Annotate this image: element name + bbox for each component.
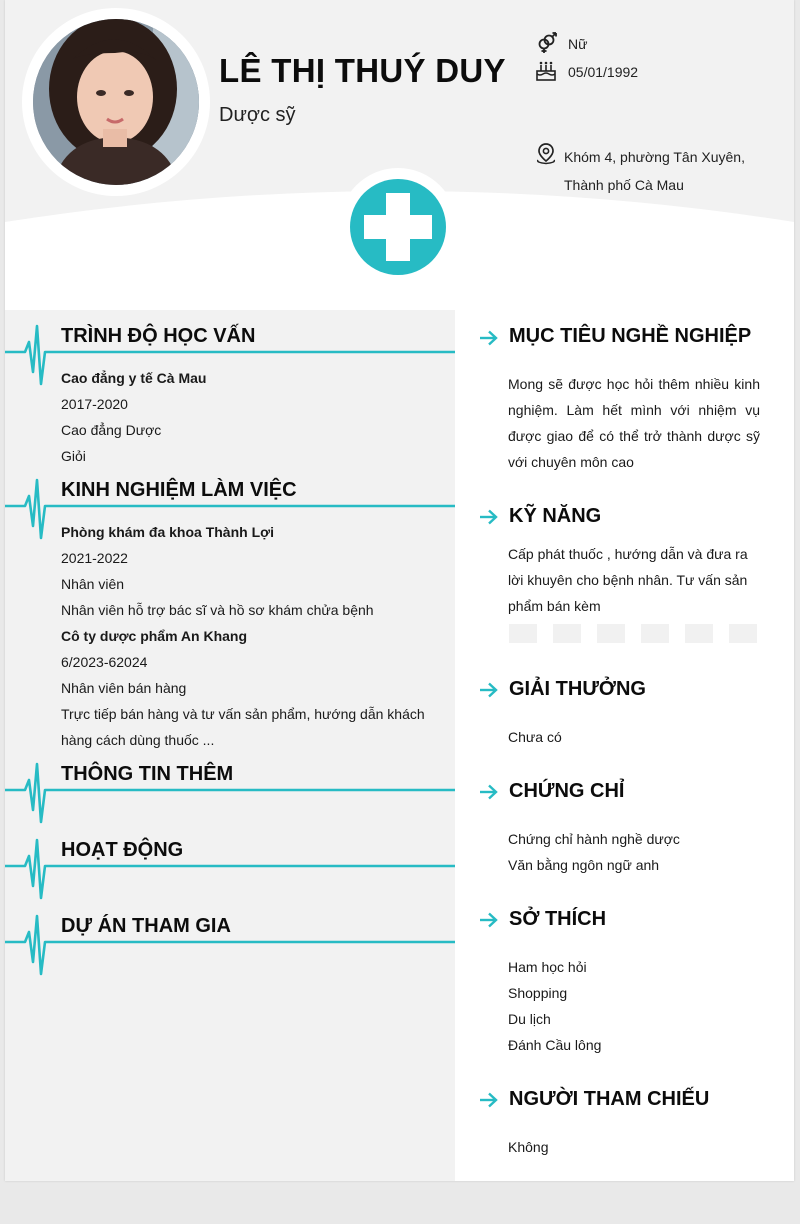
projects-title: DỰ ÁN THAM GIA xyxy=(61,915,231,937)
arrow-right-icon xyxy=(479,330,499,346)
job-title: Dược sỹ xyxy=(219,104,296,126)
gender-icon xyxy=(535,32,557,54)
job-1-period: 2021-2022 xyxy=(61,550,128,566)
job-2-period: 6/2023-62024 xyxy=(61,654,148,670)
objective-text: Mong sẽ được học hỏi thêm nhiều kinh nghiệm. Làm hết mình với nhiệm vụ được giao để có thể trở thành dược sỹ với chuyên môn cao xyxy=(508,376,760,470)
hobby-item: Đánh Cầu lông xyxy=(508,1037,602,1053)
skill-rating-box xyxy=(597,624,625,643)
hobby-item: Du lịch xyxy=(508,1011,551,1027)
job-2-description-line-2: hàng cách dùng thuốc ... xyxy=(61,732,215,748)
skill-rating-box xyxy=(553,624,581,643)
certificate-item: Văn bằng ngôn ngữ anh xyxy=(508,857,660,873)
awards-title: GIẢI THƯỞNG xyxy=(509,678,646,700)
arrow-right-icon xyxy=(479,784,499,800)
medical-cross-badge xyxy=(339,168,457,286)
education-school: Cao đẳng y tế Cà Mau xyxy=(61,370,207,386)
arrow-right-icon xyxy=(479,509,499,525)
award-item: Chưa có xyxy=(508,729,562,745)
birthday-cake-icon xyxy=(535,60,557,82)
skill-rating-box xyxy=(729,624,757,643)
cv-page xyxy=(5,0,794,1181)
arrow-right-icon xyxy=(479,682,499,698)
skill-rating-box xyxy=(641,624,669,643)
more-info-title: THÔNG TIN THÊM xyxy=(61,763,234,785)
activities-header xyxy=(5,836,455,902)
education-period: 2017-2020 xyxy=(61,396,128,412)
arrow-right-icon xyxy=(479,912,499,928)
hobby-item: Shopping xyxy=(508,985,568,1001)
hobby-item: Ham học hỏi xyxy=(508,959,587,975)
birthday-value: 05/01/1992 xyxy=(568,64,639,80)
avatar-frame xyxy=(22,8,210,196)
skill-rating-box xyxy=(685,624,713,643)
job-2-description-line-1: Trực tiếp bán hàng và tư vấn sản phẩm, hướng dẫn khách xyxy=(61,706,425,722)
references-title: NGƯỜI THAM CHIẾU xyxy=(509,1088,710,1110)
education-major: Cao đẳng Dược xyxy=(61,422,162,438)
reference-item: Không xyxy=(508,1139,549,1155)
skills-text: Cấp phát thuốc , hướng dẫn và đưa ra lời khuyên cho bệnh nhân. Tư vấn sản phẩm bán kèm xyxy=(508,546,748,614)
projects-header xyxy=(5,912,455,978)
avatar xyxy=(33,19,199,185)
certificates-title: CHỨNG CHỈ xyxy=(509,780,625,802)
gender-value: Nữ xyxy=(568,36,588,52)
education-grade: Giỏi xyxy=(61,448,86,464)
hobbies-title: SỞ THÍCH xyxy=(509,908,607,930)
certificate-item: Chứng chỉ hành nghề dược xyxy=(508,831,680,847)
right-column xyxy=(455,310,794,1181)
skills-title: KỸ NĂNG xyxy=(509,505,602,527)
experience-title: KINH NGHIỆM LÀM VIỆC xyxy=(61,479,297,501)
objective-title: MỤC TIÊU NGHỀ NGHIỆP xyxy=(509,325,752,347)
more-info-header xyxy=(5,760,455,826)
job-2-position: Nhân viên bán hàng xyxy=(61,680,187,696)
job-1-description: Nhân viên hỗ trợ bác sĩ và hồ sơ khám chửa bệnh xyxy=(61,602,374,618)
job-1-company: Phòng khám đa khoa Thành Lợi xyxy=(61,524,274,540)
job-1-position: Nhân viên xyxy=(61,576,125,592)
skill-rating-box xyxy=(509,624,537,643)
left-column xyxy=(5,310,455,1181)
activities-title: HOẠT ĐỘNG xyxy=(61,839,184,861)
location-pin-icon xyxy=(535,143,557,165)
address-line-1: Khóm 4, phường Tân Xuyên, xyxy=(564,149,745,165)
job-2-company: Cô ty dược phẩm An Khang xyxy=(61,628,248,644)
candidate-name: LÊ THỊ THUÝ DUY xyxy=(219,52,506,89)
education-title: TRÌNH ĐỘ HỌC VẤN xyxy=(61,325,256,347)
medical-cross-icon xyxy=(350,179,446,275)
address-line-2: Thành phố Cà Mau xyxy=(564,177,684,193)
arrow-right-icon xyxy=(479,1092,499,1108)
